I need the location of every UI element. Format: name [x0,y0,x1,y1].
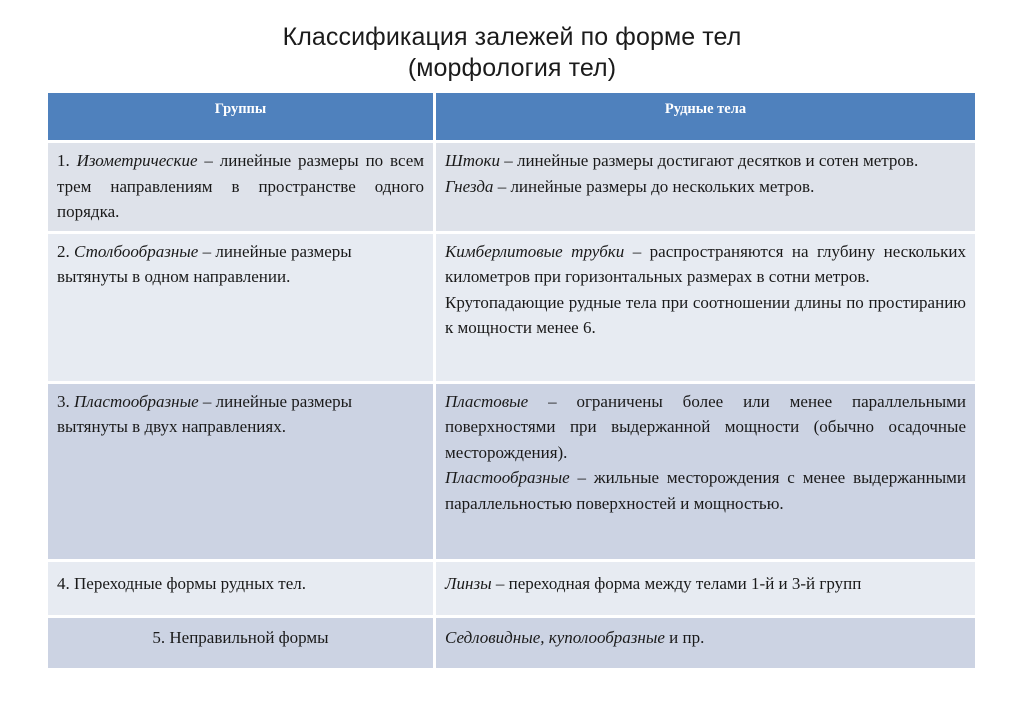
group-description-3: – линейные размеры вытянуты в двух направлениях. [57,391,353,436]
body-description-1-1: – линейные размеры достигают десятков и сотен метров. [499,151,919,170]
table-row [48,384,975,559]
body-term-2-1: Кимберлитовые трубки [445,241,625,261]
group-text-3 [57,389,424,440]
column-header-groups-label: Группы [214,101,267,117]
body-text-1-2 [445,174,966,200]
classification-table [45,90,978,671]
body-description-2-2: Крутопадающие рудные тела при соотношении длины по простиранию к мощности менее 6. [445,292,966,337]
group-text-1 [57,148,424,225]
group-index-1: 1. [57,151,77,170]
classification-table-container [48,93,978,668]
table-header [48,93,975,140]
body-term-5-1: Седловидные, куполообразные [445,627,665,647]
group-cell-1 [48,143,433,231]
group-index-2: 2. [57,241,74,261]
body-description-3-1: – ограничены более или менее параллельными поверхностями при выдержанной мощности (обычно осадочные месторождения). [445,391,966,462]
group-term-3: Пластообразные [74,391,199,411]
body-description-2-1: – распространяются на глубину нескольких километров при горизонтальных размерах в сотни метров. [445,241,966,286]
table-row [48,562,975,615]
body-text-1-1 [445,148,966,174]
column-header-ore-bodies-label: Рудные тела [664,101,747,117]
group-text-2 [57,239,424,290]
column-header-ore-bodies [436,93,975,140]
bodies-cell-3 [436,384,975,559]
group-text-5 [57,625,424,651]
body-term-1-1: Штоки [445,151,500,170]
group-description-2: – линейные размеры вытянуты в одном направлении. [57,241,352,286]
body-text-3-2 [445,465,966,516]
body-term-4-1: Линзы [445,573,492,593]
group-description-1: – линейные размеры по всем трем направлениям в пространстве одного порядка. [57,151,424,221]
body-description-4-1: – переходная форма между телами 1-й и 3-й групп [491,573,862,593]
group-cell-3 [48,384,433,559]
group-index-3: 3. [57,391,74,411]
bodies-cell-5 [436,618,975,668]
group-term-1: Изометрические [76,151,198,170]
body-text-4-1 [445,571,966,597]
page-title-line-2: (морфология тел) [407,54,617,82]
group-index-5: 5. Неправильной формы [152,627,329,647]
table-body [48,143,975,668]
body-description-5-1: и пр. [664,627,705,647]
bodies-cell-4 [436,562,975,615]
body-term-1-2: Гнезда [445,176,494,196]
table-row [48,234,975,381]
body-term-3-1: Пластовые [445,391,529,411]
body-term-3-2: Пластообразные [445,468,570,487]
group-cell-2 [48,234,433,381]
body-description-3-2: – жильные месторождения с менее выдержанными параллельностью поверхностей и мощностью. [445,468,966,513]
table-row [48,618,975,668]
page-title-line-1: Классификация залежей по форме тел [282,23,742,51]
page-title [0,22,1024,84]
bodies-cell-1 [436,143,975,231]
column-header-groups [48,93,433,140]
group-text-4 [57,571,424,597]
body-text-2-1 [445,239,966,290]
body-text-3-1 [445,389,966,466]
group-index-4: 4. Переходные формы рудных тел. [57,573,306,593]
table-row [48,143,975,231]
body-text-2-2 [445,290,966,341]
body-text-5-1 [445,625,966,651]
bodies-cell-2 [436,234,975,381]
group-term-2: Столбообразные [74,241,199,261]
group-cell-4 [48,562,433,615]
group-cell-5 [48,618,433,668]
table-header-row [48,93,975,140]
body-description-1-2: – линейные размеры до нескольких метров. [493,176,815,196]
